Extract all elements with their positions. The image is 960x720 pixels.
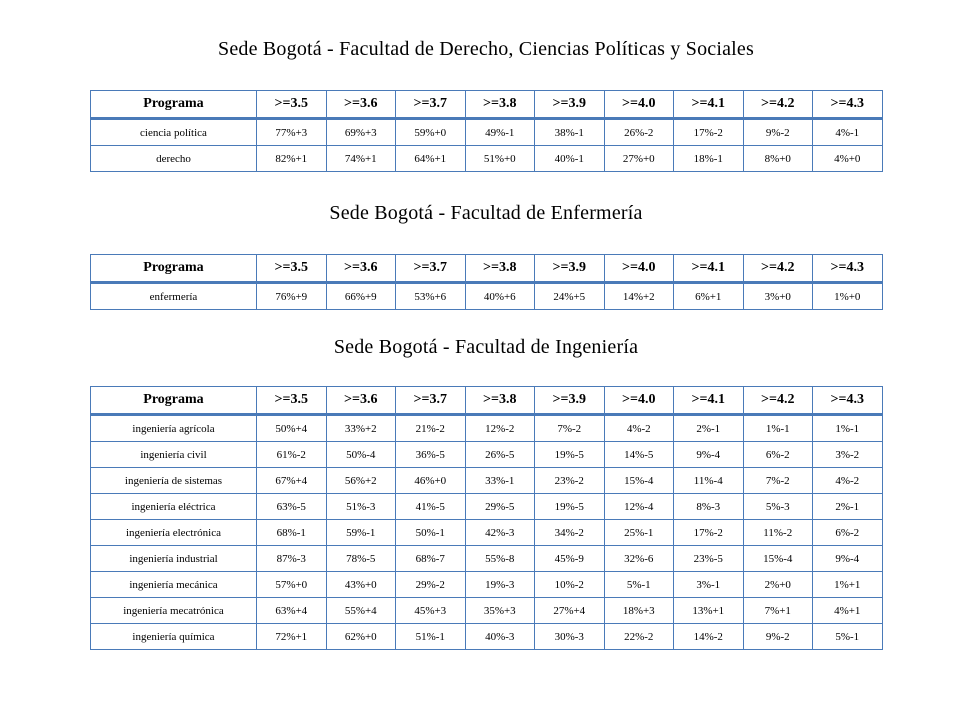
header-threshold: >=4.2 — [743, 255, 813, 283]
table-row — [91, 520, 883, 546]
header-threshold: >=3.9 — [535, 255, 605, 283]
header-row — [91, 387, 883, 415]
value-cell: 50%-4 — [326, 442, 396, 468]
value-cell: 38%-1 — [535, 119, 605, 146]
value-cell: 50%-1 — [396, 520, 466, 546]
program-name: ingeniería química — [91, 624, 257, 650]
value-cell: 18%+3 — [604, 598, 674, 624]
value-cell: 40%-1 — [535, 146, 605, 172]
table-row — [91, 468, 883, 494]
header-threshold: >=4.0 — [604, 255, 674, 283]
value-cell: 41%-5 — [396, 494, 466, 520]
table-row — [91, 119, 883, 146]
value-cell: 82%+1 — [257, 146, 327, 172]
header-threshold: >=3.5 — [257, 255, 327, 283]
value-cell: 1%-1 — [813, 415, 883, 442]
value-cell: 18%-1 — [674, 146, 744, 172]
value-cell: 55%+4 — [326, 598, 396, 624]
table-row — [91, 546, 883, 572]
header-threshold: >=3.8 — [465, 387, 535, 415]
value-cell: 26%-5 — [465, 442, 535, 468]
value-cell: 23%-5 — [674, 546, 744, 572]
value-cell: 68%-7 — [396, 546, 466, 572]
value-cell: 26%-2 — [604, 119, 674, 146]
results-table — [90, 386, 883, 650]
value-cell: 22%-2 — [604, 624, 674, 650]
value-cell: 51%-3 — [326, 494, 396, 520]
value-cell: 64%+1 — [396, 146, 466, 172]
value-cell: 19%-3 — [465, 572, 535, 598]
value-cell: 14%+2 — [604, 283, 674, 310]
value-cell: 62%+0 — [326, 624, 396, 650]
value-cell: 63%+4 — [257, 598, 327, 624]
header-threshold: >=4.1 — [674, 387, 744, 415]
value-cell: 4%-1 — [813, 119, 883, 146]
header-threshold: >=3.7 — [396, 255, 466, 283]
header-threshold: >=4.3 — [813, 387, 883, 415]
value-cell: 61%-2 — [257, 442, 327, 468]
program-name: ingeniería de sistemas — [91, 468, 257, 494]
value-cell: 2%-1 — [674, 415, 744, 442]
value-cell: 34%-2 — [535, 520, 605, 546]
value-cell: 8%+0 — [743, 146, 813, 172]
value-cell: 1%+0 — [813, 283, 883, 310]
program-name: ingeniería mecánica — [91, 572, 257, 598]
value-cell: 13%+1 — [674, 598, 744, 624]
value-cell: 7%-2 — [743, 468, 813, 494]
header-threshold: >=4.3 — [813, 255, 883, 283]
table-row — [91, 146, 883, 172]
header-threshold: >=4.1 — [674, 91, 744, 119]
value-cell: 40%-3 — [465, 624, 535, 650]
value-cell: 35%+3 — [465, 598, 535, 624]
header-programa: Programa — [91, 91, 257, 119]
header-threshold: >=3.8 — [465, 91, 535, 119]
results-table — [90, 90, 883, 172]
value-cell: 40%+6 — [465, 283, 535, 310]
value-cell: 11%-2 — [743, 520, 813, 546]
header-programa: Programa — [91, 255, 257, 283]
header-threshold: >=3.6 — [326, 255, 396, 283]
value-cell: 7%+1 — [743, 598, 813, 624]
header-threshold: >=3.6 — [326, 387, 396, 415]
value-cell: 29%-5 — [465, 494, 535, 520]
value-cell: 14%-5 — [604, 442, 674, 468]
value-cell: 3%-2 — [813, 442, 883, 468]
value-cell: 5%-1 — [813, 624, 883, 650]
value-cell: 50%+4 — [257, 415, 327, 442]
value-cell: 72%+1 — [257, 624, 327, 650]
value-cell: 5%-3 — [743, 494, 813, 520]
header-threshold: >=3.5 — [257, 387, 327, 415]
header-threshold: >=3.6 — [326, 91, 396, 119]
table-row — [91, 572, 883, 598]
value-cell: 33%-1 — [465, 468, 535, 494]
value-cell: 87%-3 — [257, 546, 327, 572]
value-cell: 4%+1 — [813, 598, 883, 624]
value-cell: 8%-3 — [674, 494, 744, 520]
value-cell: 57%+0 — [257, 572, 327, 598]
value-cell: 74%+1 — [326, 146, 396, 172]
value-cell: 4%-2 — [604, 415, 674, 442]
value-cell: 2%-1 — [813, 494, 883, 520]
value-cell: 24%+5 — [535, 283, 605, 310]
value-cell: 15%-4 — [743, 546, 813, 572]
header-programa: Programa — [91, 387, 257, 415]
value-cell: 49%-1 — [465, 119, 535, 146]
value-cell: 6%-2 — [813, 520, 883, 546]
value-cell: 4%+0 — [813, 146, 883, 172]
program-name: derecho — [91, 146, 257, 172]
header-threshold: >=4.0 — [604, 387, 674, 415]
table-row — [91, 494, 883, 520]
value-cell: 15%-4 — [604, 468, 674, 494]
program-name: ingeniería agrícola — [91, 415, 257, 442]
value-cell: 36%-5 — [396, 442, 466, 468]
value-cell: 1%+1 — [813, 572, 883, 598]
value-cell: 67%+4 — [257, 468, 327, 494]
results-table — [90, 254, 883, 310]
value-cell: 33%+2 — [326, 415, 396, 442]
table-row — [91, 283, 883, 310]
program-name: enfermería — [91, 283, 257, 310]
section-title: Sede Bogotá - Facultad de Ingeniería — [333, 336, 639, 358]
value-cell: 51%+0 — [465, 146, 535, 172]
header-threshold: >=3.9 — [535, 91, 605, 119]
value-cell: 4%-2 — [813, 468, 883, 494]
table-row — [91, 624, 883, 650]
value-cell: 53%+6 — [396, 283, 466, 310]
header-threshold: >=3.9 — [535, 387, 605, 415]
program-name: ingeniería civil — [91, 442, 257, 468]
value-cell: 12%-4 — [604, 494, 674, 520]
value-cell: 7%-2 — [535, 415, 605, 442]
header-threshold: >=4.3 — [813, 91, 883, 119]
program-name: ingeniería industrial — [91, 546, 257, 572]
header-row — [91, 91, 883, 119]
value-cell: 63%-5 — [257, 494, 327, 520]
value-cell: 78%-5 — [326, 546, 396, 572]
value-cell: 25%-1 — [604, 520, 674, 546]
table-row — [91, 442, 883, 468]
value-cell: 30%-3 — [535, 624, 605, 650]
header-threshold: >=3.7 — [396, 91, 466, 119]
value-cell: 9%-4 — [674, 442, 744, 468]
value-cell: 9%-2 — [743, 624, 813, 650]
value-cell: 3%+0 — [743, 283, 813, 310]
value-cell: 1%-1 — [743, 415, 813, 442]
value-cell: 55%-8 — [465, 546, 535, 572]
value-cell: 59%-1 — [326, 520, 396, 546]
header-threshold: >=4.2 — [743, 387, 813, 415]
value-cell: 17%-2 — [674, 520, 744, 546]
value-cell: 59%+0 — [396, 119, 466, 146]
value-cell: 46%+0 — [396, 468, 466, 494]
value-cell: 68%-1 — [257, 520, 327, 546]
value-cell: 17%-2 — [674, 119, 744, 146]
value-cell: 56%+2 — [326, 468, 396, 494]
header-threshold: >=4.2 — [743, 91, 813, 119]
value-cell: 11%-4 — [674, 468, 744, 494]
value-cell: 21%-2 — [396, 415, 466, 442]
value-cell: 76%+9 — [257, 283, 327, 310]
header-threshold: >=3.5 — [257, 91, 327, 119]
section-title: Sede Bogotá - Facultad de Enfermería — [329, 202, 643, 224]
value-cell: 19%-5 — [535, 442, 605, 468]
header-threshold: >=3.8 — [465, 255, 535, 283]
value-cell: 42%-3 — [465, 520, 535, 546]
value-cell: 9%-2 — [743, 119, 813, 146]
value-cell: 12%-2 — [465, 415, 535, 442]
program-name: ingeniería eléctrica — [91, 494, 257, 520]
value-cell: 10%-2 — [535, 572, 605, 598]
value-cell: 3%-1 — [674, 572, 744, 598]
value-cell: 45%+3 — [396, 598, 466, 624]
value-cell: 6%-2 — [743, 442, 813, 468]
value-cell: 14%-2 — [674, 624, 744, 650]
section-title: Sede Bogotá - Facultad de Derecho, Ciencias Políticas y Sociales — [218, 38, 754, 60]
table-row — [91, 598, 883, 624]
value-cell: 19%-5 — [535, 494, 605, 520]
program-name: ingeniería electrónica — [91, 520, 257, 546]
value-cell: 9%-4 — [813, 546, 883, 572]
table-row — [91, 415, 883, 442]
value-cell: 66%+9 — [326, 283, 396, 310]
value-cell: 23%-2 — [535, 468, 605, 494]
value-cell: 51%-1 — [396, 624, 466, 650]
value-cell: 27%+4 — [535, 598, 605, 624]
value-cell: 32%-6 — [604, 546, 674, 572]
program-name: ciencia política — [91, 119, 257, 146]
value-cell: 69%+3 — [326, 119, 396, 146]
header-threshold: >=4.1 — [674, 255, 744, 283]
header-threshold: >=3.7 — [396, 387, 466, 415]
header-row — [91, 255, 883, 283]
value-cell: 45%-9 — [535, 546, 605, 572]
value-cell: 5%-1 — [604, 572, 674, 598]
value-cell: 27%+0 — [604, 146, 674, 172]
program-name: ingeniería mecatrónica — [91, 598, 257, 624]
value-cell: 43%+0 — [326, 572, 396, 598]
value-cell: 2%+0 — [743, 572, 813, 598]
value-cell: 77%+3 — [257, 119, 327, 146]
value-cell: 29%-2 — [396, 572, 466, 598]
header-threshold: >=4.0 — [604, 91, 674, 119]
value-cell: 6%+1 — [674, 283, 744, 310]
